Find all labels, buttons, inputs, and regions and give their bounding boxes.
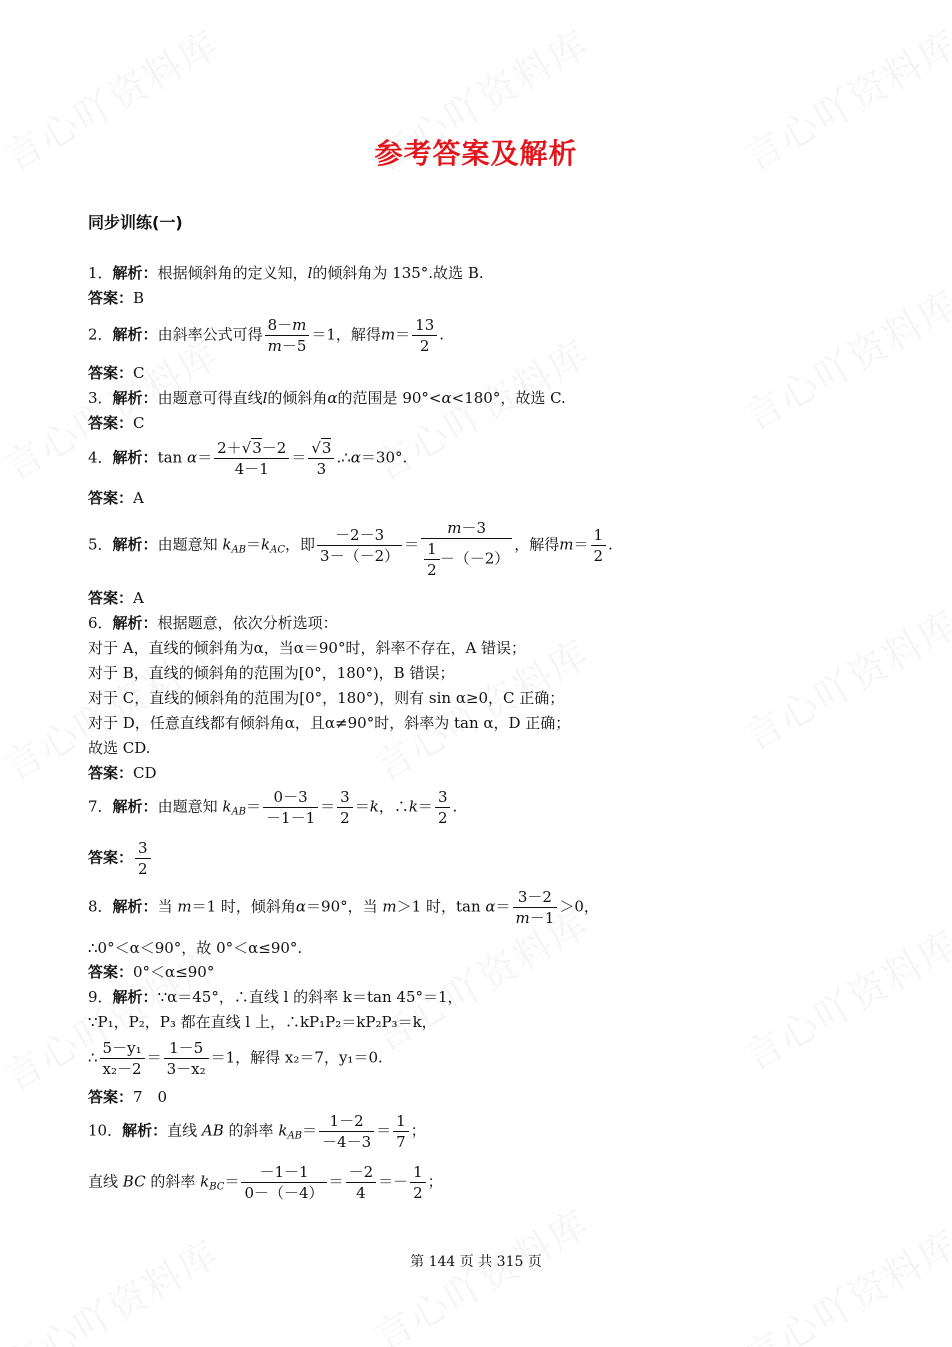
fraction: $\frac{8-m}{m-5}$	[265, 315, 310, 356]
page-title: 参考答案及解析	[374, 137, 578, 170]
watermark	[0, 1224, 228, 1347]
q2-answer: 答案：C	[88, 364, 145, 382]
q6-line: 对于 C，直线的倾斜角的范围为[0°，180°)，则有 sin α≥0，C 正确；	[88, 689, 565, 707]
q9-solution: 9．解析：∵α＝45°，∴直线 l 的斜率 k＝tan 45°＝1，	[88, 988, 463, 1006]
q6-line: 对于 B，直线的倾斜角的范围为[0°，180°)，B 错误；	[88, 664, 455, 682]
section-heading: 同步训练(一)	[88, 213, 183, 232]
q10-solution: 10．解析：直线 AB 的斜率 $k_{AB}=$ $\frac{1-2}{-4-3}$ ＝ $\frac{1}{7}$ ；	[88, 1112, 426, 1151]
watermark	[732, 914, 952, 1082]
fraction: $\frac{3}{2}$	[435, 787, 451, 828]
q6-line: 对于 D，任意直线都有倾斜角α，且α≠90°时，斜率为 tan α，D 正确；	[88, 714, 571, 732]
page-number: 144	[428, 1254, 456, 1270]
watermark	[732, 594, 952, 762]
q8-solution: 8．解析：当 m＝1 时，倾斜角α＝90°，当 m＞1 时，tan α＝ $\frac{3-2}{m-1}$ ＞0，	[88, 888, 599, 927]
fraction: $\frac{1}{2}$	[410, 1162, 426, 1203]
fraction: $\frac{1-5}{\text{3－x₂}}$	[164, 1038, 209, 1079]
q9-line: ∵P₁，P₂，P₃ 都在直线 l 上，∴kP₁P₂＝kP₂P₃＝k，	[88, 1013, 437, 1031]
fraction: $\frac{2+√3-2}{4-1}$	[214, 438, 289, 479]
fraction: $\frac{-2-3}{3-(-2)}$	[317, 525, 402, 566]
q6-answer: 答案：CD	[88, 764, 157, 782]
page-footer: 第 144 页 共 315 页	[410, 1254, 542, 1270]
q10-line: 直线 BC 的斜率 $k_{BC}=$ $\frac{-1-1}{0-(-4)}$ ＝ $\frac{-2}{4}$ ＝－ $\frac{1}{2}$ ；	[88, 1163, 443, 1202]
fraction: $\frac{3}{2}$	[135, 838, 151, 879]
fraction: $\frac{-2}{4}$	[346, 1162, 377, 1203]
watermark	[732, 274, 952, 442]
q8-line: ∴0°＜α＜90°，故 0°＜α≤90°.	[88, 939, 303, 957]
q6-line: 对于 A，直线的倾斜角为α，当α＝90°时，斜率不存在，A 错误；	[88, 639, 527, 657]
q9-answer: 答案：7 0	[88, 1088, 168, 1106]
q9-line: ∴ $\frac{\text{5－y₁}}{\text{x₂－2}}$ ＝ $\frac{1-5}{\text{3－x₂}}$ ＝1，解得 x₂＝7，y₁＝0.	[88, 1039, 383, 1078]
fraction: $\frac{1}{7}$	[393, 1111, 409, 1152]
q7-solution: 7．解析：由题意知 $k_{AB}=$ $\frac{0-3}{-1-1}$ ＝ $\frac{3}{2}$ ＝k，∴k＝ $\frac{3}{2}$ .	[88, 788, 458, 827]
fraction: $\frac{\text{5－y₁}}{\text{x₂－2}}$	[100, 1038, 145, 1079]
q2-solution: 2．解析：由斜率公式可得 $\frac{8-m}{m-5}$ ＝1，解得m＝ $\frac{13}{2}$ .	[88, 316, 445, 355]
q1-solution: 1．解析：根据倾斜角的定义知，l的倾斜角为 135°.故选 B.	[88, 264, 484, 282]
fraction: $\frac{3-2}{m-1}$	[513, 887, 558, 928]
q1-answer: 答案：B	[88, 289, 145, 307]
fraction: $\frac{0-3}{-1-1}$	[263, 787, 318, 828]
q3-solution: 3．解析：由题意可得直线l的倾斜角α的范围是 90°<α<180°，故选 C.	[88, 389, 566, 407]
fraction: $\frac{√3}{3}$	[308, 438, 334, 479]
q5-solution: 5．解析：由题意知 $k_{AB}=k_{AC}$，即 $\frac{-2-3}{3-(-2)}$ ＝ m－3 $\frac{1}{2}$ －（－2） ，解得m＝ $\frac{1}{2}$ .	[88, 519, 613, 579]
q6-solution: 6．解析：根据题意，依次分析选项：	[88, 614, 338, 632]
q3-answer: 答案：C	[88, 414, 145, 432]
fraction: $\frac{13}{2}$	[412, 315, 437, 356]
q4-solution: 4．解析：tan α＝ $\frac{2+√3-2}{4-1}$ ＝ $\frac{√3}{3}$ .∴α＝30°.	[88, 439, 408, 478]
fraction: m－3 $\frac{1}{2}$ －（－2）	[421, 518, 512, 580]
fraction: $\frac{-1-1}{0-(-4)}$	[241, 1162, 326, 1203]
fraction: $\frac{1}{2}$	[591, 525, 607, 566]
fraction: $\frac{3}{2}$	[337, 787, 353, 828]
q6-line: 故选 CD.	[88, 739, 151, 757]
page-total: 315	[496, 1254, 524, 1270]
q4-answer: 答案：A	[88, 489, 144, 507]
q5-answer: 答案：A	[88, 589, 144, 607]
watermark	[732, 1214, 952, 1347]
q8-answer: 答案：0°＜α≤90°	[88, 963, 215, 981]
q7-answer: 答案： $\frac{3}{2}$	[88, 838, 153, 879]
fraction: $\frac{1-2}{-4-3}$	[319, 1111, 374, 1152]
